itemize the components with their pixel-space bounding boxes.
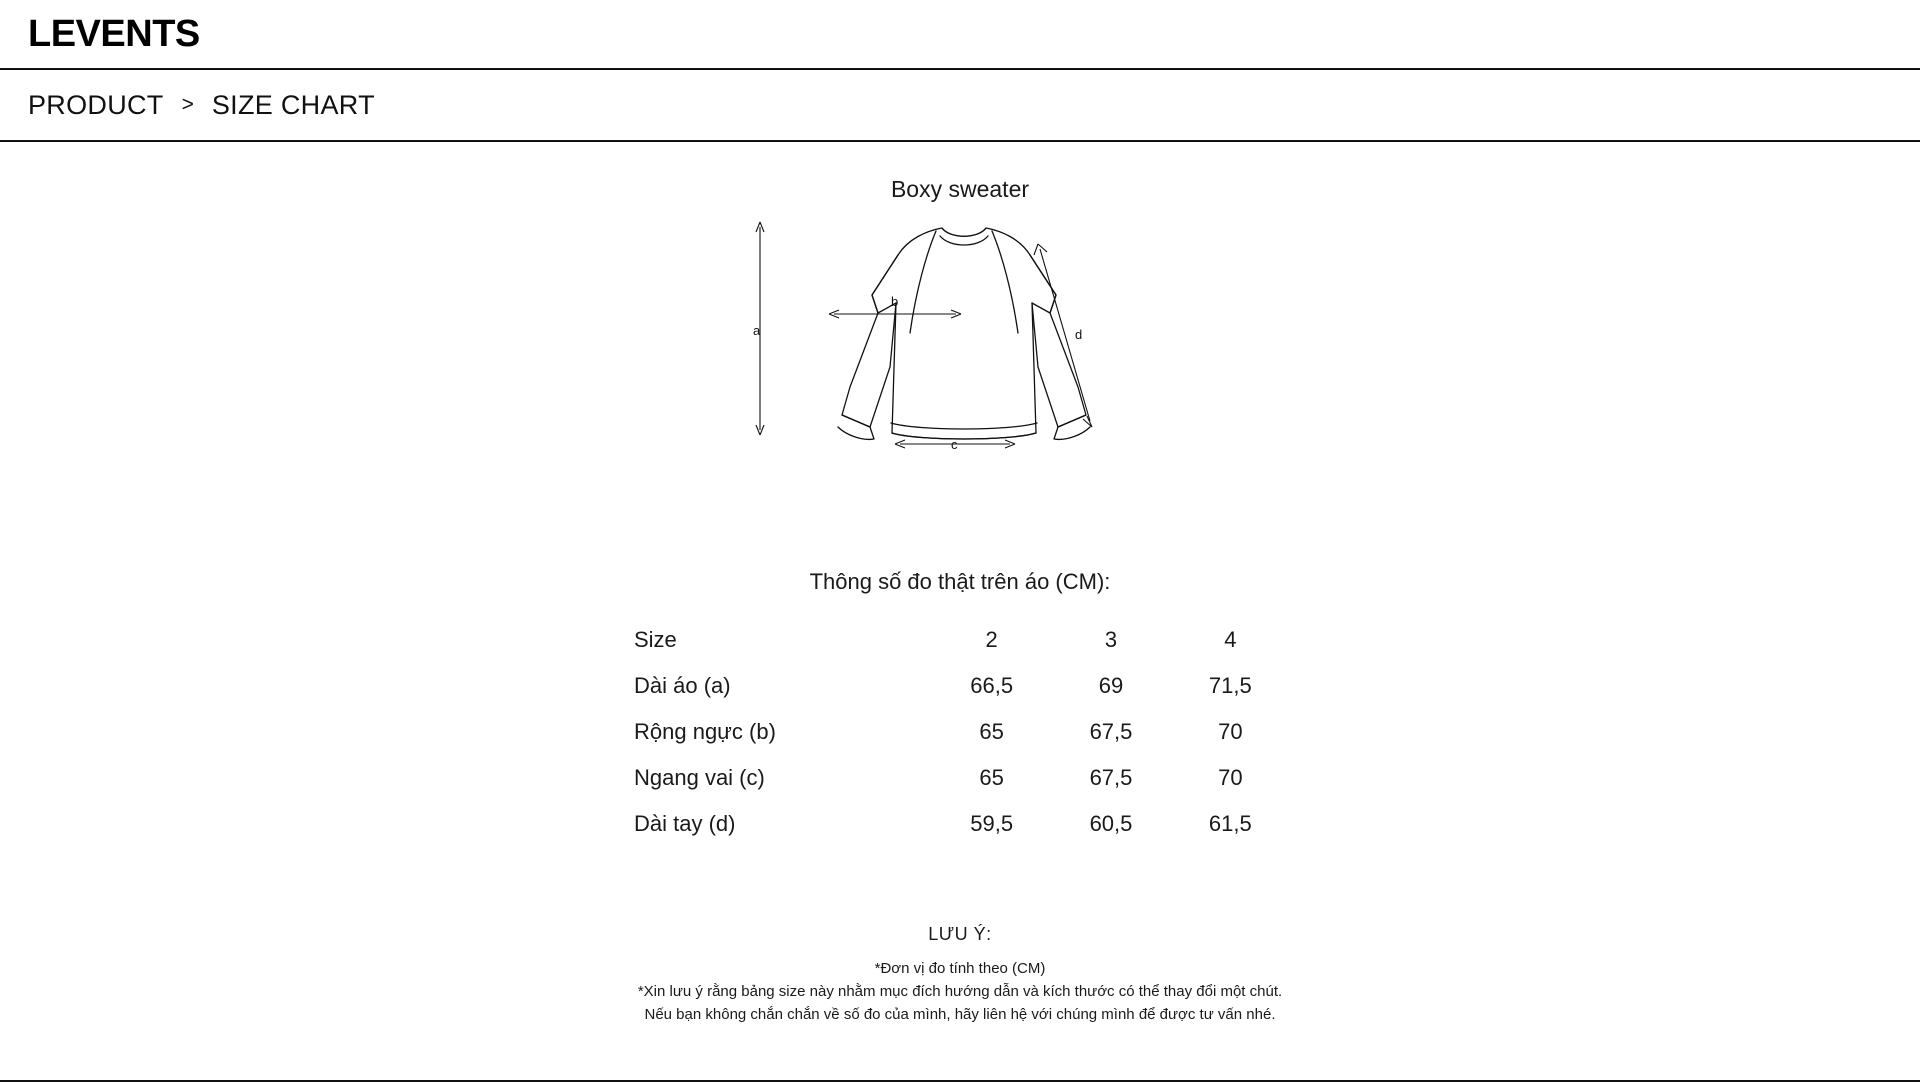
cell-value: 60,5 xyxy=(1089,811,1133,836)
diagram-label-d: d xyxy=(1075,327,1083,342)
note-line: *Xin lưu ý rằng bảng size này nhằm mục đích hướng dẫn và kích thước có thể thay đổi một chút. xyxy=(637,983,1283,1001)
breadcrumb-item-product[interactable]: PRODUCT xyxy=(28,89,164,120)
table-row xyxy=(630,801,1290,847)
cell-value: 70 xyxy=(1218,765,1243,790)
row-label: Dài áo (a) xyxy=(634,673,731,698)
diagram-label-a: a xyxy=(753,323,761,338)
size-table xyxy=(630,617,1290,847)
table-row xyxy=(630,663,1290,709)
brand-header xyxy=(0,0,1920,70)
cell-value: 65 xyxy=(979,719,1004,744)
cell-value: 71,5 xyxy=(1208,673,1252,698)
table-row xyxy=(630,755,1290,801)
breadcrumb xyxy=(0,70,1920,142)
cell-value: 69 xyxy=(1098,673,1124,698)
cell-value: 67,5 xyxy=(1089,765,1133,790)
row-label: Dài tay (d) xyxy=(634,811,736,836)
sweater-illustration-icon xyxy=(750,217,1170,517)
cell-value: 59,5 xyxy=(970,811,1014,836)
table-header-row xyxy=(630,617,1290,663)
column-header-3: 3 xyxy=(1104,627,1118,652)
measurement-heading: Thông số đo thật trên áo (CM): xyxy=(809,569,1111,594)
garment-diagram xyxy=(0,217,1920,517)
product-title: Boxy sweater xyxy=(890,176,1030,202)
cell-value: 66,5 xyxy=(970,673,1014,698)
column-header-size: Size xyxy=(634,627,677,652)
note-line: *Đơn vị đo tính theo (CM) xyxy=(874,959,1046,977)
breadcrumb-separator-icon: > xyxy=(181,93,194,116)
column-header-2: 2 xyxy=(985,627,998,652)
table-row xyxy=(630,709,1290,755)
column-header-4: 4 xyxy=(1224,627,1237,652)
notes-title: LƯU Ý: xyxy=(928,924,992,944)
cell-value: 67,5 xyxy=(1089,719,1133,744)
content-area xyxy=(0,142,1920,1027)
diagram-label-b: b xyxy=(891,294,899,309)
row-label: Ngang vai (c) xyxy=(634,765,765,790)
note-line: Nếu bạn không chắn chắn về số đo của mình, hãy liên hệ với chúng mình để được tư vấn nhé. xyxy=(644,1006,1276,1024)
row-label: Rộng ngực (b) xyxy=(634,719,776,744)
breadcrumb-item-size-chart[interactable]: SIZE CHART xyxy=(211,89,375,120)
diagram-label-c: c xyxy=(951,437,958,452)
cell-value: 70 xyxy=(1218,719,1243,744)
brand-logo[interactable]: LEVENTS xyxy=(28,13,200,55)
cell-value: 61,5 xyxy=(1208,811,1252,836)
notes-section xyxy=(0,921,1920,1027)
cell-value: 65 xyxy=(979,765,1004,790)
